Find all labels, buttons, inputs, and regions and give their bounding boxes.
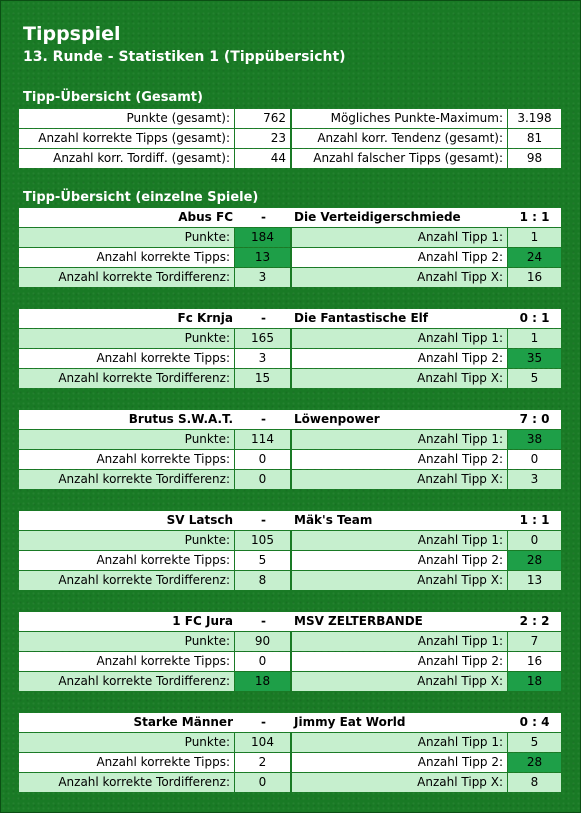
stat-value: 3	[235, 268, 290, 287]
game-stat-row	[19, 470, 561, 490]
stat-label: Anzahl korrekte Tordifferenz:	[19, 672, 234, 691]
stat-label: Anzahl korrekte Tipps:	[19, 753, 234, 772]
game-stat-row	[19, 531, 561, 551]
tipp-label: Anzahl Tipp X:	[292, 268, 507, 287]
game-stat-row	[19, 369, 561, 389]
game-header-row	[19, 612, 561, 632]
away-team: Löwenpower	[290, 410, 508, 429]
stat-value: 0	[235, 773, 290, 792]
stat-value: 15	[235, 369, 290, 388]
overview-right-label: Anzahl falscher Tipps (gesamt):	[292, 149, 507, 168]
match-result: 0 : 1	[508, 309, 561, 328]
overview-right-value: 98	[508, 149, 561, 168]
stat-label: Punkte:	[19, 632, 234, 651]
games-heading: Tipp-Übersicht (einzelne Spiele)	[23, 190, 259, 205]
stat-label: Anzahl korrekte Tipps:	[19, 349, 234, 368]
stat-value: 8	[235, 571, 290, 590]
match-separator: -	[237, 511, 290, 530]
tipp-label: Anzahl Tipp X:	[292, 773, 507, 792]
away-team: Die Fantastische Elf	[290, 309, 508, 328]
tipp-label: Anzahl Tipp 2:	[292, 349, 507, 368]
tipp-label: Anzahl Tipp X:	[292, 571, 507, 590]
tipp-value: 8	[508, 773, 561, 792]
tipp-value: 13	[508, 571, 561, 590]
away-team: Jimmy Eat World	[290, 713, 508, 732]
tipp-label: Anzahl Tipp 2:	[292, 450, 507, 469]
stat-value: 5	[235, 551, 290, 570]
away-team: MSV ZELTERBANDE	[290, 612, 508, 631]
overview-row	[19, 149, 561, 169]
game-header-row	[19, 410, 561, 430]
stat-label: Punkte:	[19, 531, 234, 550]
stat-label: Anzahl korrekte Tipps:	[19, 450, 234, 469]
tipp-label: Anzahl Tipp 1:	[292, 329, 507, 348]
game-block	[19, 511, 561, 591]
game-block	[19, 410, 561, 490]
tipp-value: 5	[508, 369, 561, 388]
tipp-value: 3	[508, 470, 561, 489]
tipp-label: Anzahl Tipp 2:	[292, 753, 507, 772]
overview-left-label: Anzahl korrekte Tipps (gesamt):	[19, 129, 234, 148]
tipp-label: Anzahl Tipp X:	[292, 470, 507, 489]
stat-label: Punkte:	[19, 329, 234, 348]
page-title: Tippspiel	[23, 23, 121, 45]
match-result: 2 : 2	[508, 612, 561, 631]
tipp-value: 5	[508, 733, 561, 752]
match-result: 1 : 1	[508, 511, 561, 530]
stat-value: 13	[235, 248, 290, 267]
stat-label: Anzahl korrekte Tipps:	[19, 551, 234, 570]
game-block	[19, 612, 561, 692]
match-separator: -	[237, 309, 290, 328]
tipp-label: Anzahl Tipp X:	[292, 369, 507, 388]
match-separator: -	[237, 410, 290, 429]
game-stat-row	[19, 248, 561, 268]
stat-value: 90	[235, 632, 290, 651]
stat-value: 3	[235, 349, 290, 368]
tipp-label: Anzahl Tipp 2:	[292, 248, 507, 267]
overview-left-label: Punkte (gesamt):	[19, 109, 234, 128]
game-header-row	[19, 511, 561, 531]
stat-value: 0	[235, 652, 290, 671]
tipp-value: 16	[508, 268, 561, 287]
overview-left-label: Anzahl korr. Tordiff. (gesamt):	[19, 149, 234, 168]
tipp-label: Anzahl Tipp X:	[292, 672, 507, 691]
game-stat-row	[19, 430, 561, 450]
game-stat-row	[19, 672, 561, 692]
home-team: SV Latsch	[19, 511, 237, 530]
stat-value: 114	[235, 430, 290, 449]
overview-right-label: Mögliches Punkte-Maximum:	[292, 109, 507, 128]
stat-value: 18	[235, 672, 290, 691]
overview-left-value: 23	[235, 129, 290, 148]
stat-label: Anzahl korrekte Tipps:	[19, 652, 234, 671]
tipp-label: Anzahl Tipp 2:	[292, 551, 507, 570]
stat-label: Anzahl korrekte Tordifferenz:	[19, 470, 234, 489]
stat-label: Anzahl korrekte Tordifferenz:	[19, 369, 234, 388]
home-team: Abus FC	[19, 208, 237, 227]
tipp-value: 1	[508, 228, 561, 247]
stat-label: Anzahl korrekte Tordifferenz:	[19, 268, 234, 287]
tipp-value: 16	[508, 652, 561, 671]
stat-value: 0	[235, 470, 290, 489]
tipp-value: 7	[508, 632, 561, 651]
match-separator: -	[237, 208, 290, 227]
game-stat-row	[19, 632, 561, 652]
tipp-label: Anzahl Tipp 1:	[292, 531, 507, 550]
tipp-label: Anzahl Tipp 1:	[292, 228, 507, 247]
stat-label: Anzahl korrekte Tordifferenz:	[19, 773, 234, 792]
overview-right-value: 3.198	[508, 109, 561, 128]
game-stat-row	[19, 268, 561, 288]
game-stat-row	[19, 733, 561, 753]
game-stat-row	[19, 349, 561, 369]
page-subtitle: 13. Runde - Statistiken 1 (Tippübersicht)	[23, 49, 346, 65]
overview-row	[19, 129, 561, 149]
game-block	[19, 309, 561, 389]
match-result: 1 : 1	[508, 208, 561, 227]
overview-right-label: Anzahl korr. Tendenz (gesamt):	[292, 129, 507, 148]
tipp-label: Anzahl Tipp 2:	[292, 652, 507, 671]
away-team: Die Verteidigerschmiede	[290, 208, 508, 227]
game-header-row	[19, 713, 561, 733]
game-stat-row	[19, 571, 561, 591]
game-block	[19, 208, 561, 288]
stat-value: 165	[235, 329, 290, 348]
tipp-value: 0	[508, 450, 561, 469]
tipp-value: 18	[508, 672, 561, 691]
stat-value: 184	[235, 228, 290, 247]
home-team: Brutus S.W.A.T.	[19, 410, 237, 429]
tipp-value: 1	[508, 329, 561, 348]
stat-label: Anzahl korrekte Tipps:	[19, 248, 234, 267]
tipp-label: Anzahl Tipp 1:	[292, 430, 507, 449]
home-team: Starke Männer	[19, 713, 237, 732]
overview-table	[19, 109, 561, 169]
tipp-value: 0	[508, 531, 561, 550]
away-team: Mäk's Team	[290, 511, 508, 530]
game-block	[19, 713, 561, 793]
overview-left-value: 762	[235, 109, 290, 128]
home-team: Fc Krnja	[19, 309, 237, 328]
stat-value: 104	[235, 733, 290, 752]
game-stat-row	[19, 652, 561, 672]
match-result: 7 : 0	[508, 410, 561, 429]
match-result: 0 : 4	[508, 713, 561, 732]
stat-label: Punkte:	[19, 733, 234, 752]
tipp-label: Anzahl Tipp 1:	[292, 733, 507, 752]
stat-value: 105	[235, 531, 290, 550]
tipp-value: 28	[508, 753, 561, 772]
home-team: 1 FC Jura	[19, 612, 237, 631]
match-separator: -	[237, 612, 290, 631]
stat-label: Punkte:	[19, 228, 234, 247]
tipp-value: 38	[508, 430, 561, 449]
stat-label: Punkte:	[19, 430, 234, 449]
game-stat-row	[19, 753, 561, 773]
overview-heading: Tipp-Übersicht (Gesamt)	[23, 90, 203, 105]
tipp-value: 28	[508, 551, 561, 570]
tipp-value: 24	[508, 248, 561, 267]
tipp-label: Anzahl Tipp 1:	[292, 632, 507, 651]
stat-label: Anzahl korrekte Tordifferenz:	[19, 571, 234, 590]
overview-row	[19, 109, 561, 129]
game-stat-row	[19, 228, 561, 248]
game-stat-row	[19, 329, 561, 349]
game-stat-row	[19, 450, 561, 470]
game-header-row	[19, 208, 561, 228]
stat-value: 2	[235, 753, 290, 772]
game-stat-row	[19, 551, 561, 571]
game-stat-row	[19, 773, 561, 793]
game-header-row	[19, 309, 561, 329]
match-separator: -	[237, 713, 290, 732]
overview-left-value: 44	[235, 149, 290, 168]
overview-right-value: 81	[508, 129, 561, 148]
tipp-value: 35	[508, 349, 561, 368]
stat-value: 0	[235, 450, 290, 469]
